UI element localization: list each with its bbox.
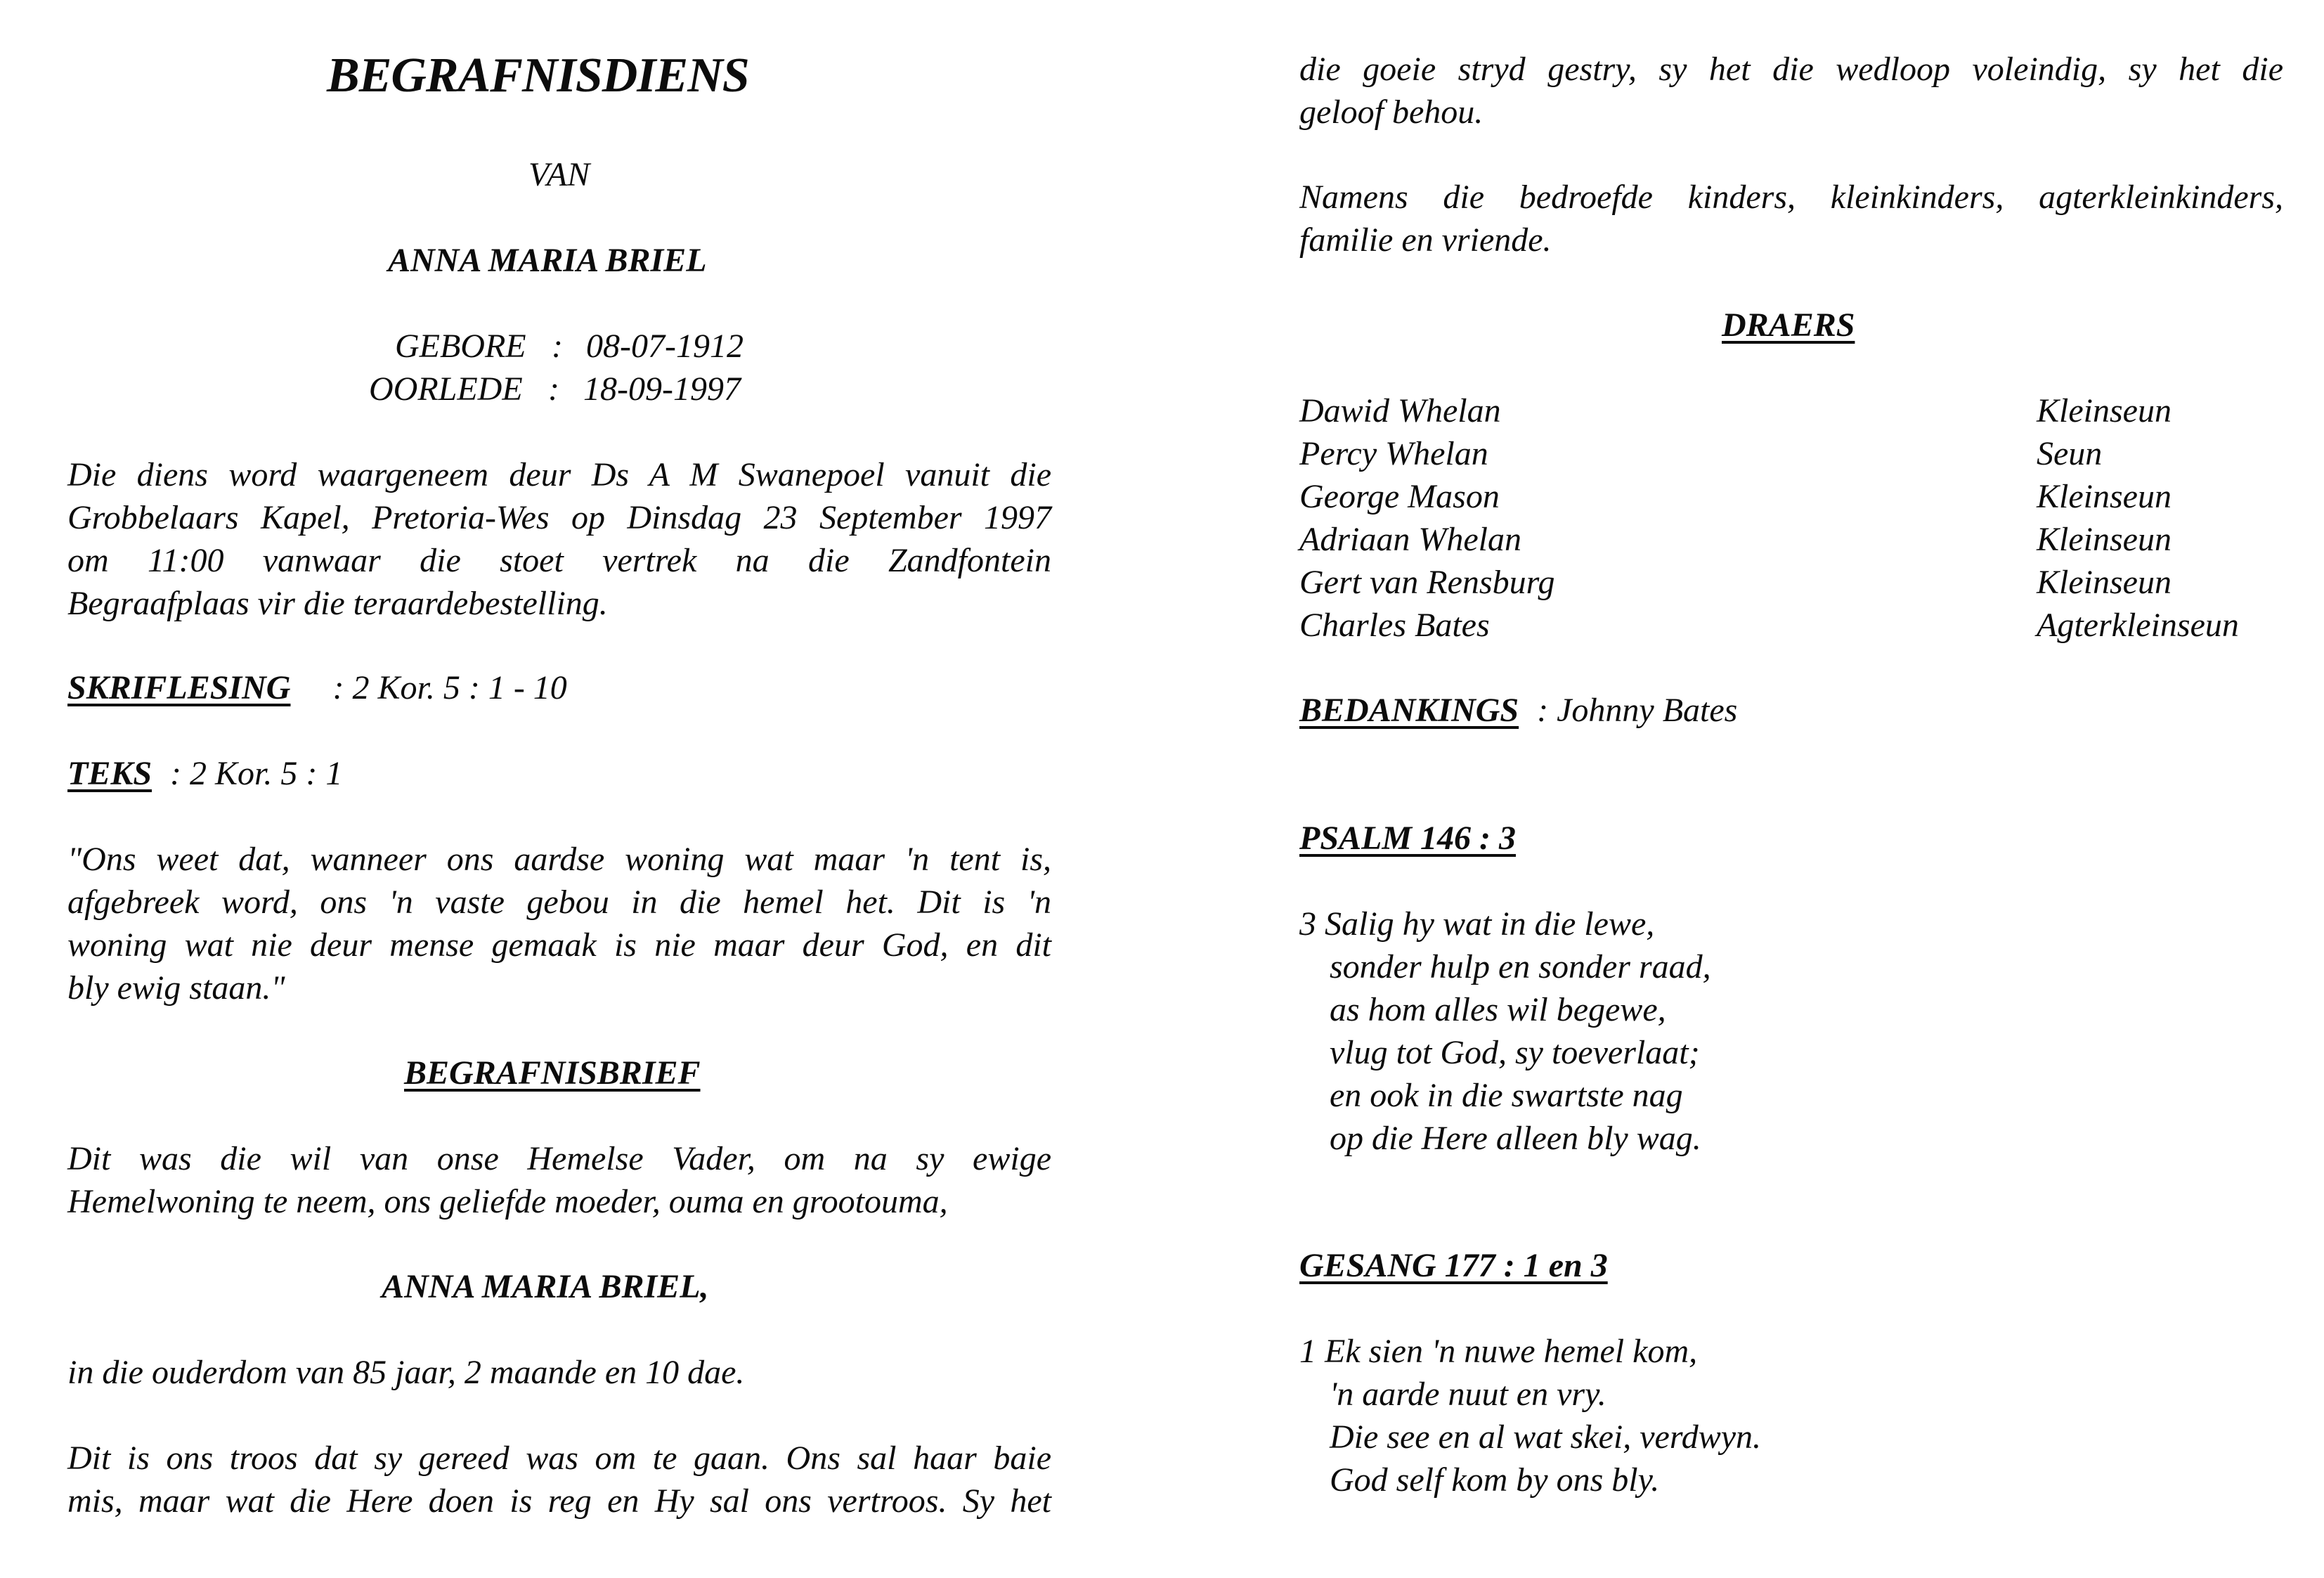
comfort-line: Dit is ons troos dat sy gereed was om te gaan. Ons sal haar baie	[67, 1440, 1051, 1477]
family-line: Namens die bedroefde kinders, kleinkinders, agterkleinkinders,	[1299, 179, 2283, 216]
bearer-name: George Mason	[1299, 478, 1500, 515]
psalm-line: as hom alles wil begewe,	[1330, 991, 1666, 1028]
died-separator: :	[548, 370, 559, 408]
bearer-relation: Agterkleinseun	[2037, 607, 2239, 644]
continued-line: die goeie stryd gestry, sy het die wedloop voleindig, sy het die	[1299, 51, 2283, 88]
quote-line: woning wat nie deur mense gemaak is nie maar deur God, en dit	[67, 926, 1051, 964]
letter-line: Hemelwoning te neem, ons geliefde moeder, ouma en grootouma,	[67, 1183, 948, 1220]
bearer-name: Percy Whelan	[1299, 435, 1488, 472]
bearer-name: Charles Bates	[1299, 607, 1490, 644]
text-label: TEKS	[67, 755, 152, 792]
reading-row	[67, 666, 567, 709]
quote-line: afgebreek word, ons 'n vaste gebou in die hemel het. Dit is 'n	[67, 884, 1051, 921]
bearer-name: Dawid Whelan	[1299, 392, 1501, 429]
comfort-paragraph	[67, 1437, 1051, 1522]
comfort-line: mis, maar wat die Here doen is reg en Hy sal ons vertroos. Sy het	[67, 1482, 1051, 1520]
continued-paragraph	[1299, 48, 2283, 134]
psalm-line: 3 Salig hy wat in die lewe,	[1299, 905, 1655, 943]
hymn-verse	[1299, 1330, 1761, 1501]
died-date: 18-09-1997	[583, 370, 741, 408]
quote-line: "Ons weet dat, wanneer ons aardse woning wat maar 'n tent is,	[67, 841, 1051, 878]
bearer-relation: Kleinseun	[2037, 392, 2172, 429]
thanks-value: : Johnny Bates	[1537, 692, 1738, 729]
born-date: 08-07-1912	[586, 328, 744, 365]
service-paragraph	[67, 453, 1051, 625]
family-line: familie en vriende.	[1299, 221, 1552, 259]
bearer-name: Gert van Rensburg	[1299, 564, 1555, 601]
bearer-name: Adriaan Whelan	[1299, 521, 1521, 558]
reading-label: SKRIFLESING	[67, 669, 291, 706]
service-line: Begraafplaas vir die teraardebestelling.	[67, 585, 608, 622]
reading-value: : 2 Kor. 5 : 1 - 10	[332, 669, 567, 706]
text-value: : 2 Kor. 5 : 1	[170, 755, 343, 792]
service-line: Die diens word waargeneem deur Ds A M Swanepoel vanuit die	[67, 456, 1051, 493]
letter-paragraph	[67, 1137, 1051, 1223]
deceased-name: ANNA MARIA BRIEL	[388, 242, 707, 279]
thanks-label: BEDANKINGS	[1299, 692, 1519, 729]
text-row	[67, 752, 342, 795]
born-label: GEBORE	[395, 328, 526, 365]
van-label: VAN	[528, 156, 590, 193]
family-paragraph	[1299, 176, 2283, 261]
thanks-row	[1299, 689, 1737, 732]
service-line: Grobbelaars Kapel, Pretoria-Wes op Dinsdag 23 September 1997	[67, 499, 1051, 536]
psalm-verse	[1299, 903, 1711, 1160]
bearer-relation: Kleinseun	[2037, 521, 2172, 558]
psalm-line: en ook in die swartste nag	[1330, 1077, 1683, 1114]
psalm-line: op die Here alleen bly wag.	[1330, 1120, 1701, 1157]
age-line: in die ouderdom van 85 jaar, 2 maande en 10 dae.	[67, 1354, 745, 1391]
service-line: om 11:00 vanwaar die stoet vertrek na die Zandfontein	[67, 542, 1051, 579]
document-title: BEGRAFNISDIENS	[327, 48, 749, 103]
letter-deceased-name: ANNA MARIA BRIEL,	[382, 1268, 709, 1305]
letter-heading: BEGRAFNISBRIEF	[404, 1054, 701, 1092]
hymn-line: God self kom by ons bly.	[1330, 1461, 1660, 1499]
psalm-heading: PSALM 146 : 3	[1299, 820, 1517, 857]
continued-line: geloof behou.	[1299, 93, 1484, 131]
died-label: OORLEDE	[369, 370, 523, 408]
letter-line: Dit was die wil van onse Hemelse Vader, om na sy ewige	[67, 1140, 1051, 1177]
hymn-heading: GESANG 177 : 1 en 3	[1299, 1247, 1608, 1284]
bearers-heading: DRAERS	[1722, 306, 1855, 344]
bearer-relation: Seun	[2037, 435, 2103, 472]
born-separator: :	[552, 328, 563, 365]
bearer-relation: Kleinseun	[2037, 478, 2172, 515]
hymn-line: 1 Ek sien 'n nuwe hemel kom,	[1299, 1333, 1698, 1370]
psalm-line: sonder hulp en sonder raad,	[1330, 948, 1711, 985]
scripture-quote	[67, 838, 1051, 1009]
psalm-line: vlug tot God, sy toeverlaat;	[1330, 1034, 1700, 1071]
quote-line: bly ewig staan."	[67, 969, 285, 1007]
bearer-relation: Kleinseun	[2037, 564, 2172, 601]
hymn-line: 'n aarde nuut en vry.	[1330, 1376, 1606, 1413]
hymn-line: Die see en al wat skei, verdwyn.	[1330, 1418, 1762, 1456]
